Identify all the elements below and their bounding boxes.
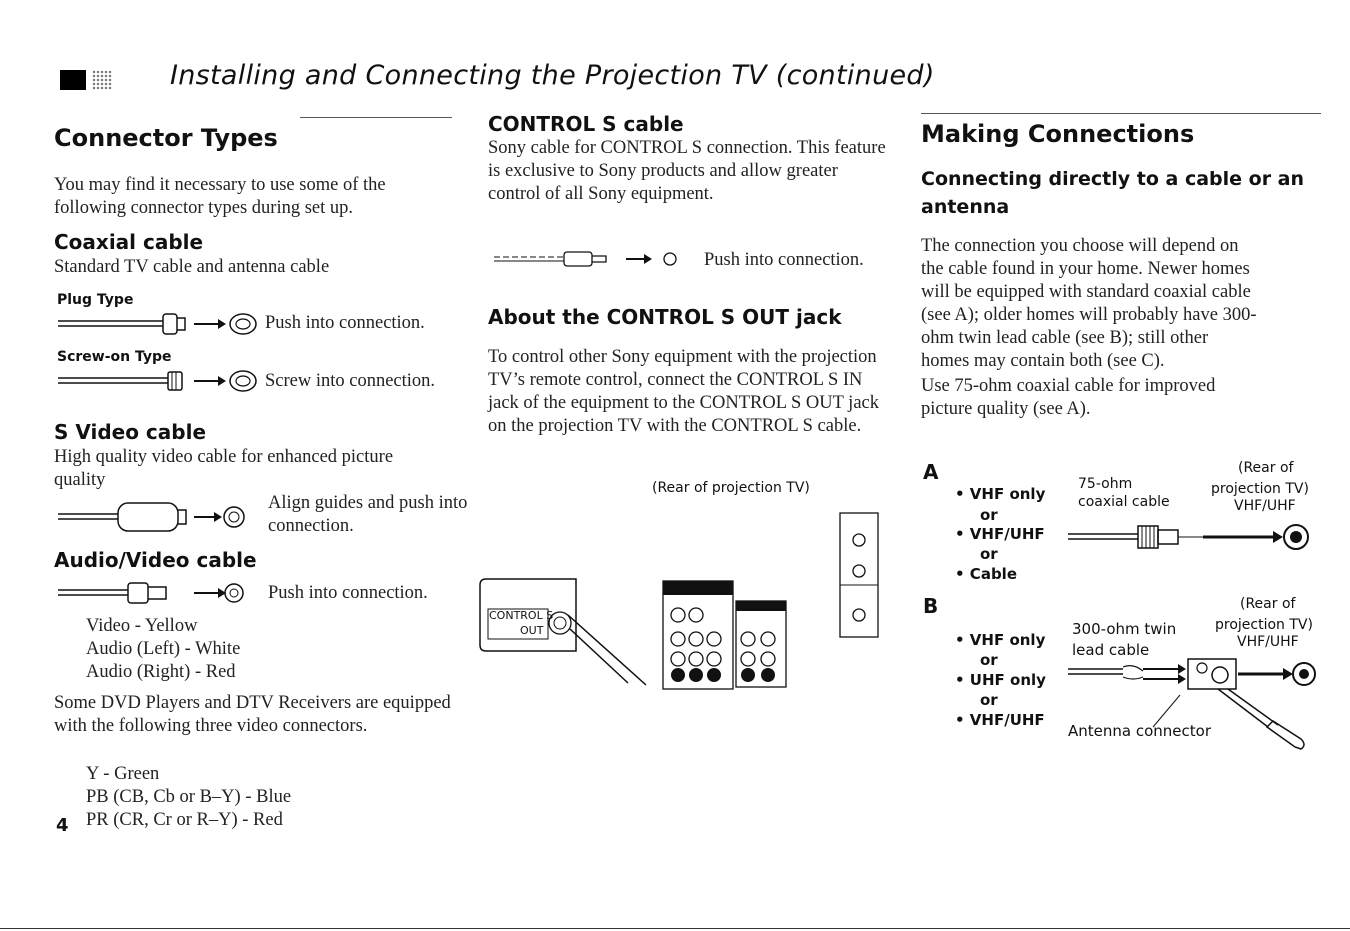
header-dots-icon (92, 70, 112, 90)
header-icon (60, 70, 86, 90)
screw-type-cable-icon (58, 369, 268, 395)
dvd-note: Some DVD Players and DTV Receivers are equipped with the following three video connectors. (54, 693, 451, 736)
left-rule (300, 117, 452, 118)
svideo-heading: S Video cable (54, 420, 207, 444)
rear-panel-diagram (478, 505, 888, 705)
rear-tv-caption: (Rear of projection TV) (652, 480, 810, 496)
diagram-b-rear-label-2: projection TV) (1215, 617, 1313, 633)
page-number: 4 (56, 815, 69, 836)
control-s-text: Push into connection. (704, 250, 864, 270)
plug-type-text: Push into connection. (265, 313, 425, 333)
diagram-a-rear-label-2: projection TV) (1211, 481, 1309, 497)
right-desc-line-4: (see A); older homes will probably have 300- (921, 305, 1257, 325)
right-rule (921, 113, 1321, 114)
av-text: Push into connection. (268, 583, 428, 603)
av-color-audio-right: Audio (Right) - Red (86, 662, 236, 682)
making-connections-heading: Making Connections (921, 120, 1195, 148)
diagram-b-cable-label-1: 300-ohm twin (1072, 620, 1177, 638)
diagram-a-cable-label-2: coaxial cable (1078, 494, 1170, 510)
coaxial-desc: Standard TV cable and antenna cable (54, 257, 330, 277)
diagram-b-item-5: • VHF/UHF (955, 711, 1045, 729)
av-cable-icon (58, 581, 268, 607)
diagram-b-letter: B (923, 594, 939, 618)
av-heading: Audio/Video cable (54, 548, 257, 572)
component-pr: PR (CR, Cr or R–Y) - Red (86, 810, 283, 830)
diagram-a-item-4: or (980, 545, 998, 563)
svideo-cable-icon (58, 500, 258, 534)
diagram-a-item-5: • Cable (955, 565, 1017, 583)
screw-type-label: Screw-on Type (57, 349, 172, 365)
connector-types-heading: Connector Types (54, 124, 278, 152)
out-jack-desc: To control other Sony equipment with the projection TV’s remote control, connect the CONTROL S IN jack of the equipment to the CONTROL S OUT jack on the projection TV with the CONTROL S cable. (488, 347, 879, 436)
page-title: Installing and Connecting the Projection TV (continued) (170, 60, 935, 91)
antenna-connector-label: Antenna connector (1068, 722, 1211, 740)
right-desc-line-7: Use 75-ohm coaxial cable for improved (921, 376, 1216, 396)
diagram-b-item-1: • VHF only (955, 631, 1046, 649)
bottom-rule (0, 928, 1350, 929)
control-s-cable-icon (494, 248, 694, 270)
diagram-b-item-3: • UHF only (955, 671, 1046, 689)
connector-types-intro: You may find it necessary to use some of the following connector types during set up. (54, 175, 386, 218)
right-desc-line-6: homes may contain both (see C). (921, 351, 1165, 371)
svideo-text: Align guides and push into connection. (268, 493, 468, 536)
component-y: Y - Green (86, 764, 160, 784)
diagram-a-cable-label-1: 75-ohm (1078, 476, 1133, 492)
diagram-b-item-2: or (980, 651, 998, 669)
diagram-b-item-4: or (980, 691, 998, 709)
diagram-a-cable-icon (1068, 518, 1328, 558)
plug-type-label: Plug Type (57, 292, 134, 308)
out-jack-heading: About the CONTROL S OUT jack (488, 305, 842, 329)
right-desc-line-3: will be equipped with standard coaxial cable (921, 282, 1251, 302)
right-desc-line-2: the cable found in your home. Newer homes (921, 259, 1250, 279)
diagram-a-item-1: • VHF only (955, 485, 1046, 503)
coaxial-heading: Coaxial cable (54, 230, 204, 254)
right-desc-line-1: The connection you choose will depend on (921, 236, 1239, 256)
screw-type-text: Screw into connection. (265, 371, 436, 391)
plug-type-cable-icon (58, 312, 268, 338)
av-color-video: Video - Yellow (86, 616, 198, 636)
component-pb: PB (CB, Cb or B–Y) - Blue (86, 787, 292, 807)
right-desc-line-8: picture quality (see A). (921, 399, 1091, 419)
diagram-a-item-2: or (980, 506, 998, 524)
control-s-heading: CONTROL S cable (488, 112, 684, 136)
diagram-b-cable-label-2: lead cable (1072, 641, 1150, 659)
diagram-b-rear-label-1: (Rear of (1240, 596, 1296, 612)
svideo-desc: High quality video cable for enhanced picture quality (54, 447, 394, 490)
connecting-directly-heading: Connecting directly to a cable or an antenna (921, 168, 1305, 218)
diagram-a-letter: A (923, 460, 939, 484)
diagram-b-rear-label-3: VHF/UHF (1237, 634, 1299, 650)
control-s-panel-label-2: OUT (520, 624, 544, 637)
diagram-a-rear-label-3: VHF/UHF (1234, 498, 1296, 514)
av-color-audio-left: Audio (Left) - White (86, 639, 241, 659)
right-desc-line-5: ohm twin lead cable (see B); still other (921, 328, 1209, 348)
control-s-desc: Sony cable for CONTROL S connection. This feature is exclusive to Sony products and allow greater control of all Sony equipment. (488, 138, 886, 204)
diagram-a-item-3: • VHF/UHF (955, 525, 1045, 543)
diagram-a-rear-label-1: (Rear of (1238, 460, 1294, 476)
control-s-panel-label-1: CONTROL S (489, 609, 554, 622)
